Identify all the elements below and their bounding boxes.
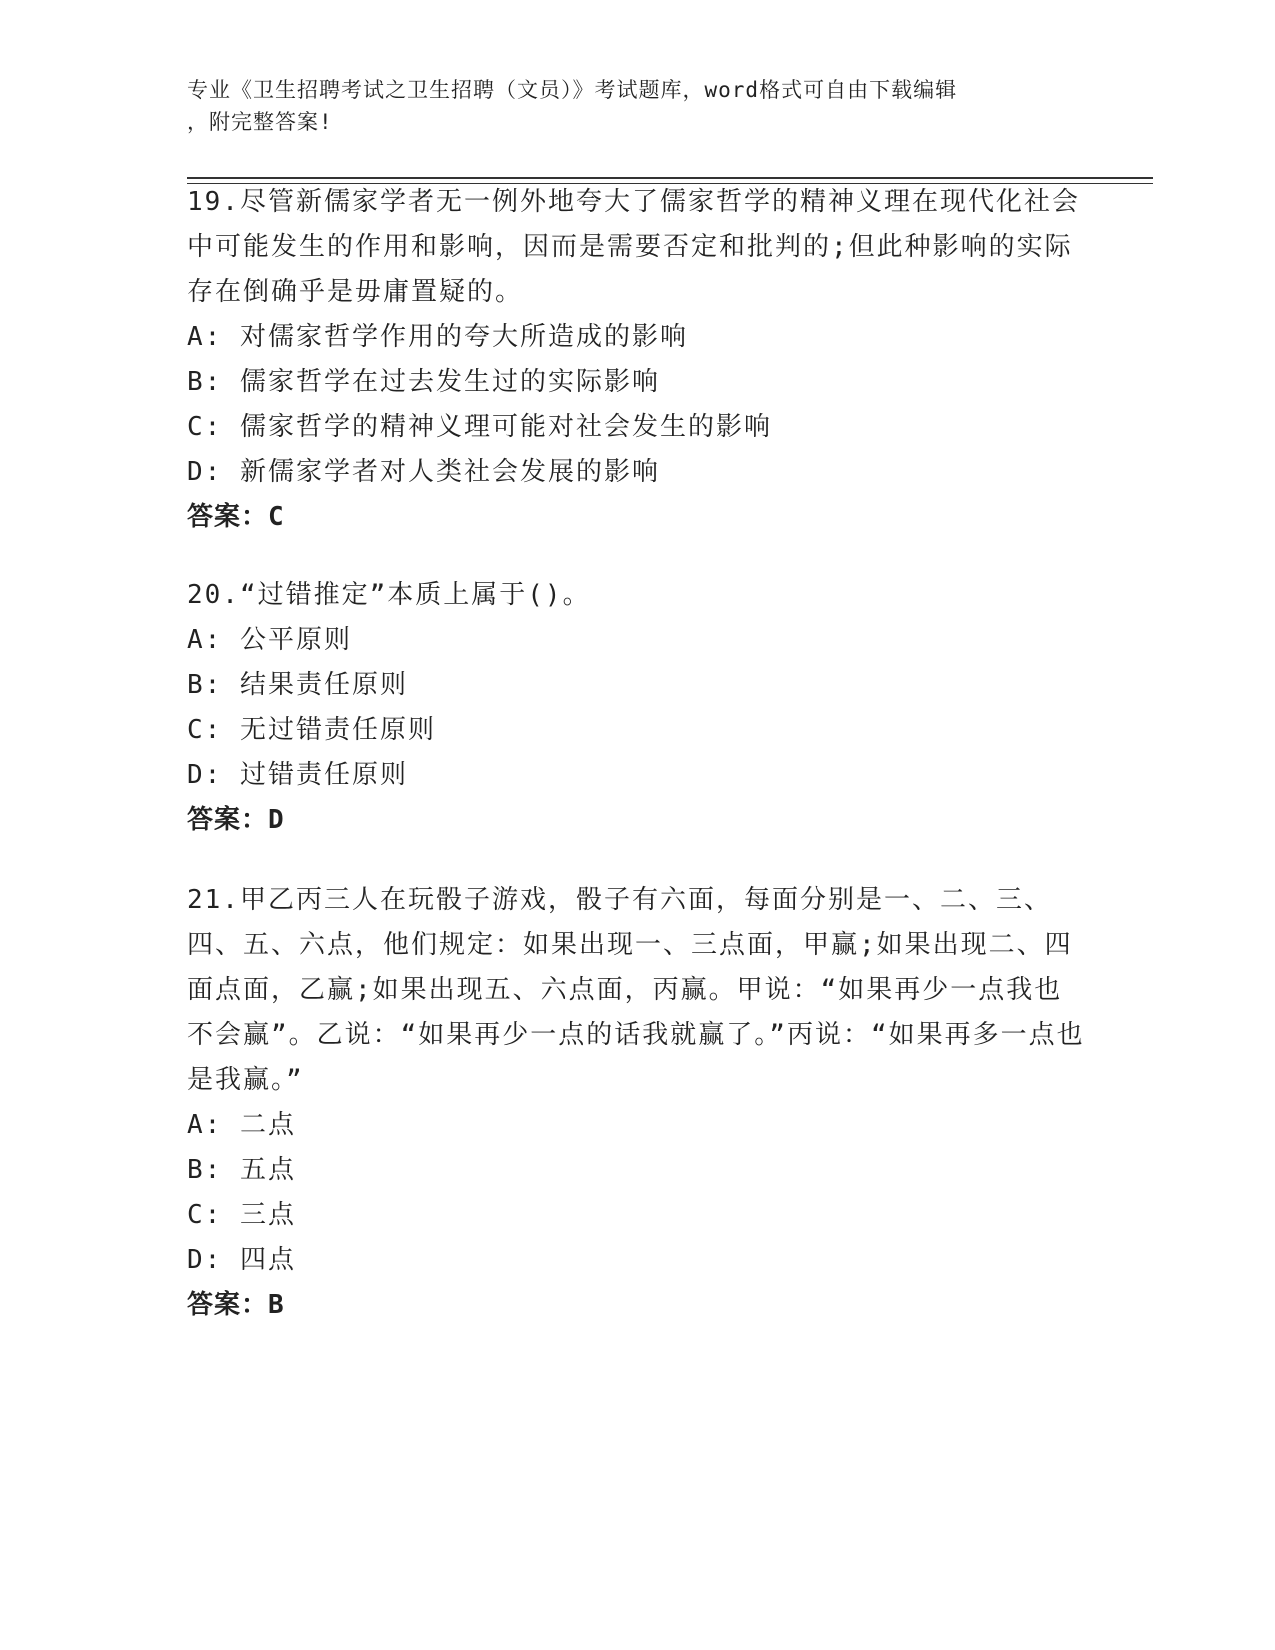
- option-b: B: 五点: [187, 1155, 296, 1185]
- option-a: A: 二点: [187, 1110, 296, 1140]
- answer-value: C: [268, 502, 285, 532]
- question-stem: 20.“过错推定”本质上属于()。: [187, 580, 591, 610]
- answer-value: B: [268, 1290, 285, 1320]
- option-d: D: 四点: [187, 1245, 296, 1275]
- question-stem: 19.尽管新儒家学者无一例外地夸大了儒家哲学的精神义理在现代化社会中可能发生的作用和影响，因而是需要否定和批判的;但此种影响的实际存在倒确乎是毋庸置疑的。: [187, 187, 1080, 307]
- header-rule-thick: [187, 177, 1153, 179]
- option-a: A: 公平原则: [187, 625, 352, 655]
- answer-label: 答案：: [187, 502, 269, 532]
- header-line-2: ，附完整答案!: [187, 110, 333, 134]
- question-20: [187, 573, 1087, 843]
- answer-value: D: [268, 805, 285, 835]
- header-line-1: 专业《卫生招聘考试之卫生招聘（文员）》考试题库，word格式可自由下载编辑: [187, 78, 958, 102]
- document-header: [187, 74, 1067, 138]
- question-21: [187, 878, 1087, 1328]
- option-c: C: 儒家哲学的精神义理可能对社会发生的影响: [187, 412, 772, 442]
- option-d: D: 过错责任原则: [187, 760, 408, 790]
- option-b: B: 结果责任原则: [187, 670, 408, 700]
- option-a: A: 对儒家哲学作用的夸大所造成的影响: [187, 322, 688, 352]
- answer-line: [187, 495, 1087, 540]
- question-stem: 21.甲乙丙三人在玩骰子游戏，骰子有六面，每面分别是一、二、三、四、五、六点，他们规定：如果出现一、三点面，甲赢;如果出现二、四面点面，乙赢;如果出现五、六点面，丙赢。甲说：“如果再少一点我也不会赢”。乙说：“如果再少一点的话我就赢了。”丙说：“如果再多一点也是我赢。”: [187, 885, 1085, 1095]
- answer-label: 答案：: [187, 1290, 269, 1320]
- option-d: D: 新儒家学者对人类社会发展的影响: [187, 457, 660, 487]
- question-19: [187, 180, 1087, 540]
- answer-line: [187, 798, 1087, 843]
- answer-line: [187, 1283, 1087, 1328]
- option-b: B: 儒家哲学在过去发生过的实际影响: [187, 367, 660, 397]
- option-c: C: 无过错责任原则: [187, 715, 436, 745]
- answer-label: 答案：: [187, 805, 269, 835]
- option-c: C: 三点: [187, 1200, 296, 1230]
